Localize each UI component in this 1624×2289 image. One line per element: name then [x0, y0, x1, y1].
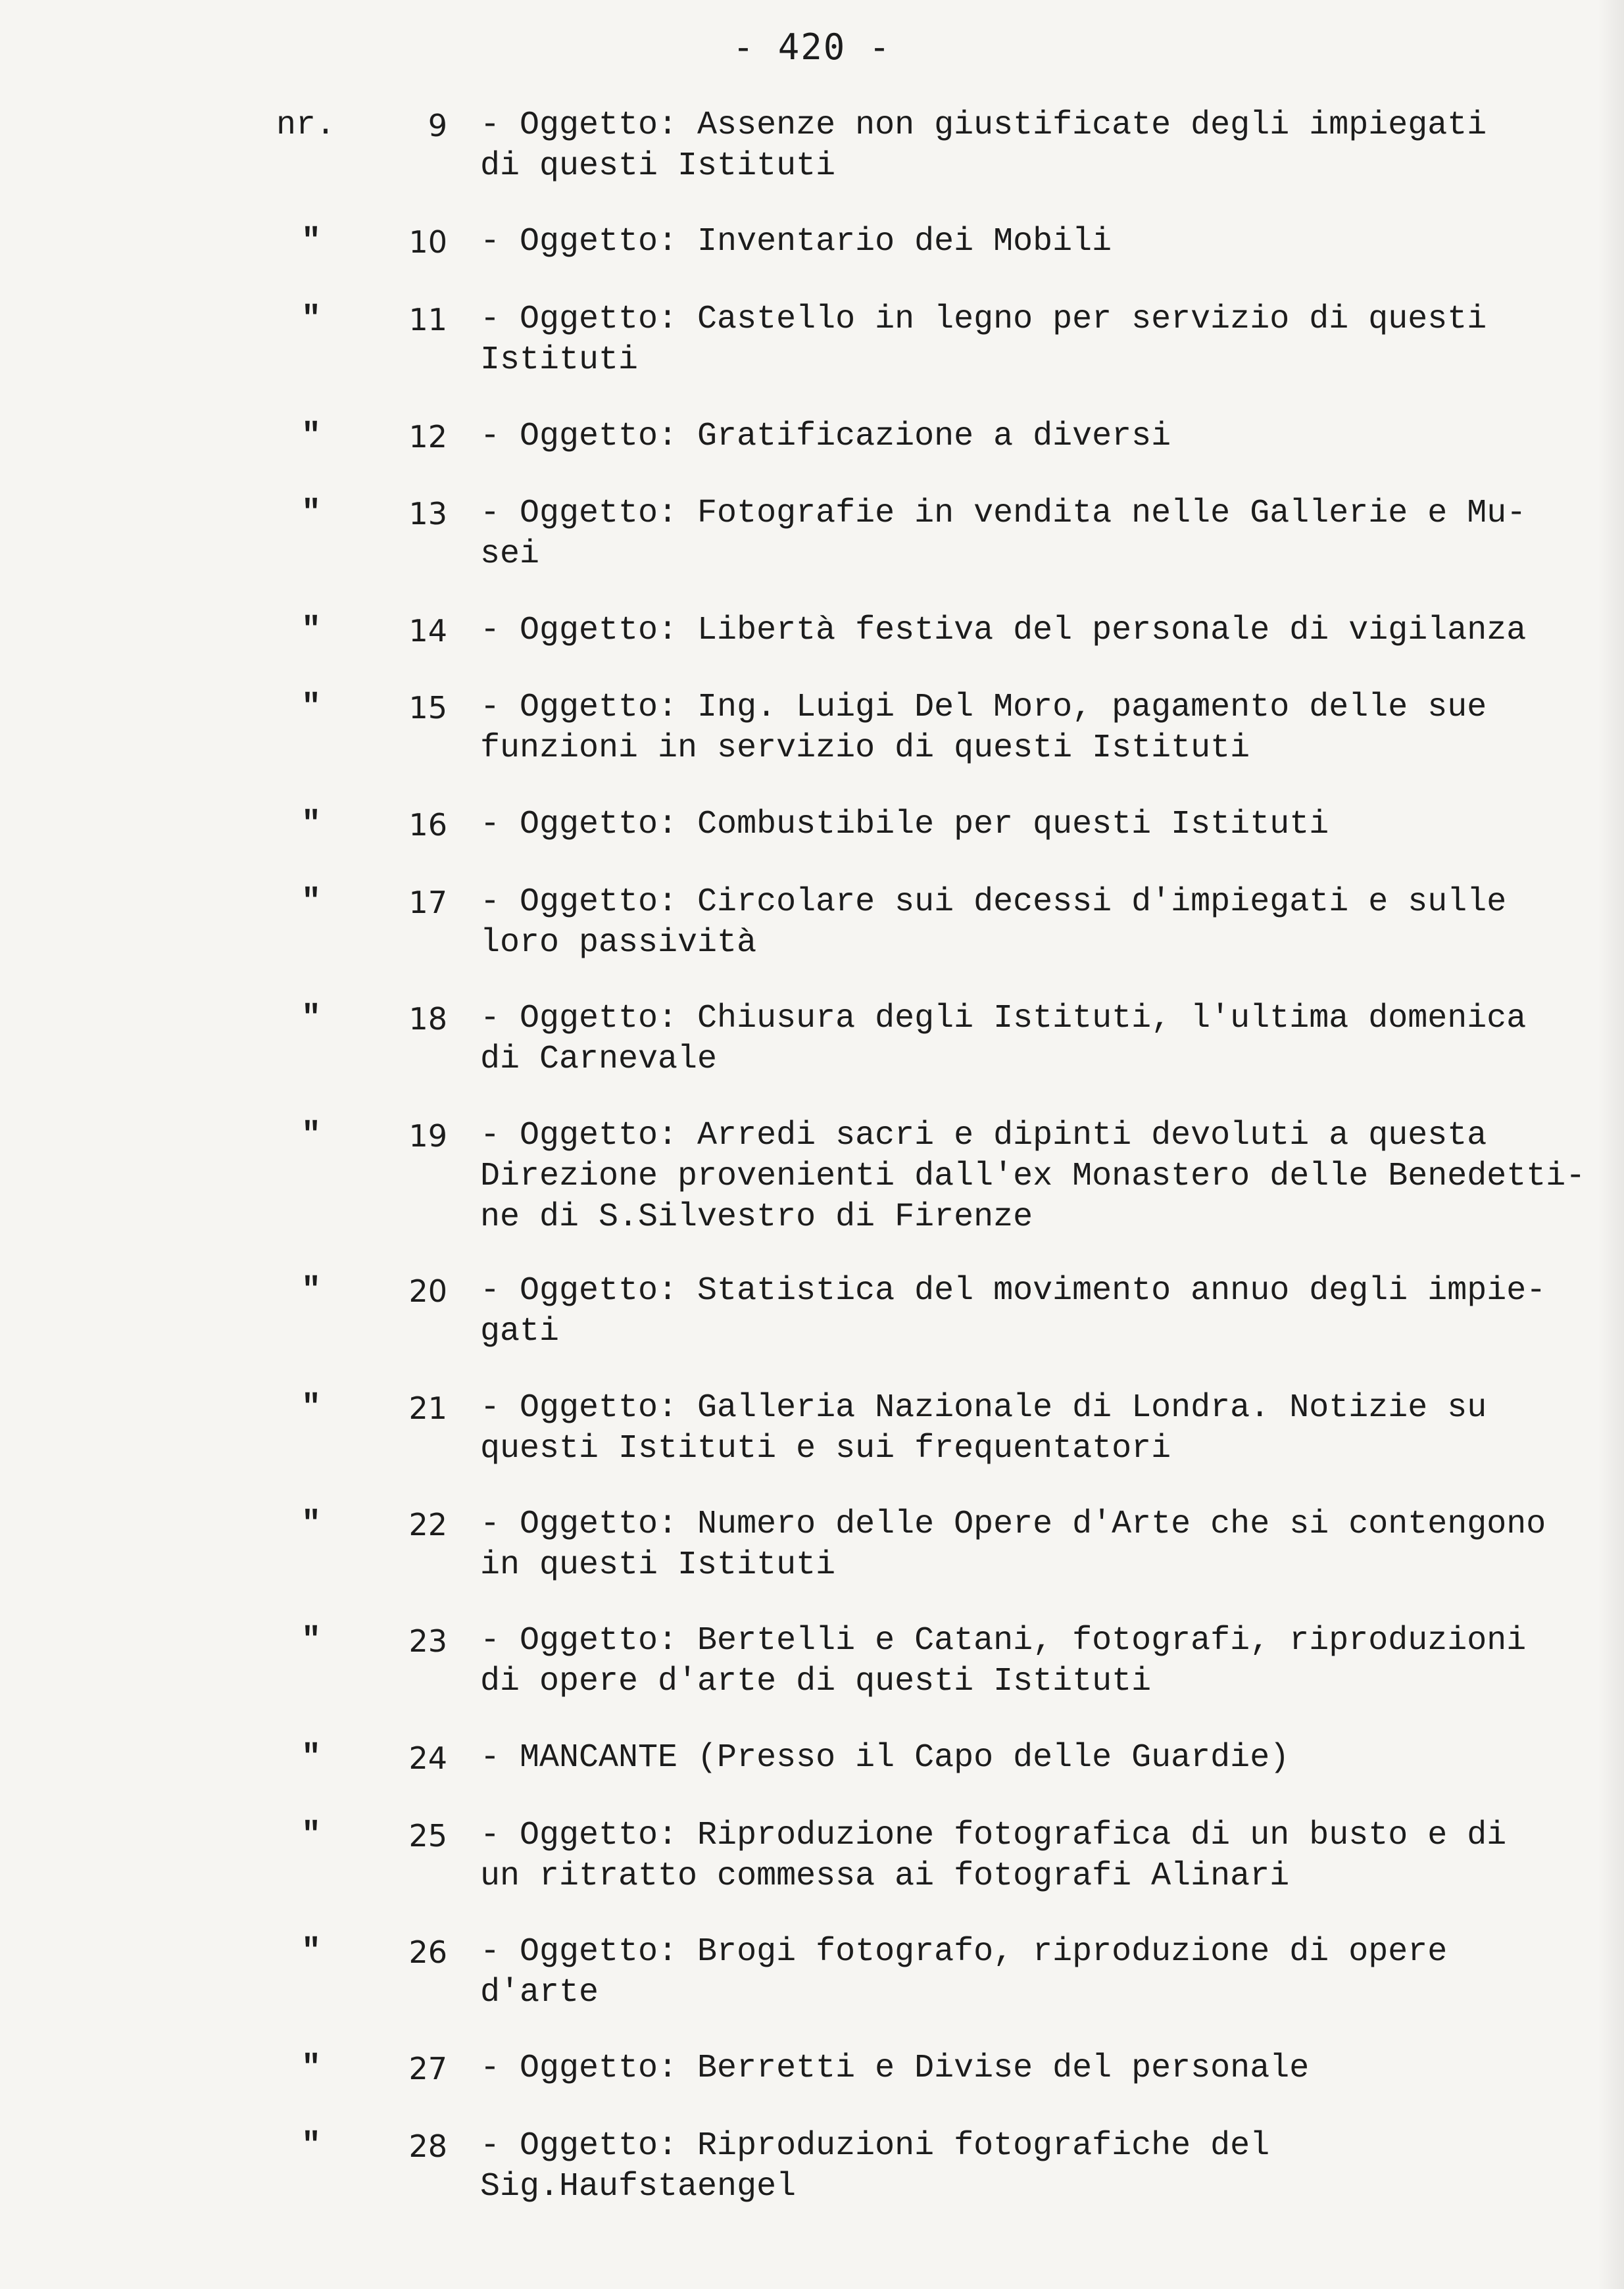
ditto-mark: ": [301, 1272, 322, 1310]
entry-number: 25: [408, 1818, 447, 1854]
entry-number: 11: [408, 302, 447, 337]
ditto-mark: ": [301, 612, 322, 649]
ditto-mark: ": [301, 1817, 322, 1854]
ditto-mark: ": [301, 1389, 322, 1427]
ditto-mark: ": [301, 223, 322, 260]
entry-number: 9: [428, 108, 447, 143]
ditto-mark: ": [301, 1622, 322, 1660]
entry-text: - Oggetto: Bertelli e Catani, fotografi, riproduzioni di opere d'arte di questi Istituti: [480, 1622, 1527, 1700]
entry-number: 28: [408, 2129, 447, 2164]
entry-text: - Oggetto: Inventario dei Mobili: [480, 223, 1112, 260]
ditto-mark: ": [301, 883, 322, 921]
entry-text: - Oggetto: Arredi sacri e dipinti devoluti a questa Direzione provenienti dall'ex Monastero delle Benedetti- ne di S.Silvestro di Firenze: [480, 1117, 1586, 1236]
ditto-mark: ": [301, 1506, 322, 1543]
ditto-mark: ": [301, 1739, 322, 1777]
entry-text: - Oggetto: Combustibile per questi Istituti: [480, 806, 1329, 843]
entry-number: 12: [408, 419, 447, 455]
ditto-mark: ": [301, 1117, 322, 1154]
page-number: - 420 -: [732, 26, 892, 68]
entry-mark: nr.: [276, 107, 336, 144]
page-edge-shadow: [1598, 0, 1624, 2289]
entry-text: - Oggetto: Brogi fotografo, riproduzione di opere d'arte: [480, 1933, 1448, 2011]
entry-number: 20: [408, 1273, 447, 1309]
ditto-mark: ": [301, 2127, 322, 2165]
entry-number: 15: [408, 690, 447, 726]
entry-number: 21: [408, 1391, 447, 1426]
entry-text: - Oggetto: Riproduzioni fotografiche del Sig.Haufstaengel: [480, 2127, 1270, 2205]
entry-text: - Oggetto: Fotografie in vendita nelle Gallerie e Mu- sei: [480, 495, 1527, 573]
entry-text: - Oggetto: Riproduzione fotografica di un busto e di un ritratto commessa ai fotografi Alinari: [480, 1817, 1507, 1895]
entry-text: - Oggetto: Gratificazione a diversi: [480, 418, 1171, 455]
entry-text: - Oggetto: Castello in legno per servizio di questi Istituti: [480, 301, 1487, 379]
entry-number: 27: [408, 2051, 447, 2086]
entry-text: - Oggetto: Chiusura degli Istituti, l'ultima domenica di Carnevale: [480, 1000, 1527, 1078]
entry-number: 22: [408, 1507, 447, 1542]
entry-number: 18: [408, 1001, 447, 1037]
entry-text: - Oggetto: Circolare sui decessi d'impiegati e sulle loro passività: [480, 883, 1507, 962]
entry-number: 24: [408, 1740, 447, 1776]
entry-text: - MANCANTE (Presso il Capo delle Guardie): [480, 1739, 1290, 1777]
ditto-mark: ": [301, 301, 322, 338]
entry-number: 19: [408, 1118, 447, 1154]
entry-number: 26: [408, 1934, 447, 1970]
ditto-mark: ": [301, 418, 322, 455]
entry-text: - Oggetto: Statistica del movimento annuo degli impie- gati: [480, 1272, 1546, 1350]
entry-number: 10: [408, 224, 447, 260]
entry-number: 16: [408, 807, 447, 843]
ditto-mark: ": [301, 2050, 322, 2087]
entry-number: 17: [408, 885, 447, 920]
ditto-mark: ": [301, 495, 322, 532]
entry-number: 14: [408, 613, 447, 649]
entry-text: - Oggetto: Libertà festiva del personale di vigilanza: [480, 612, 1527, 649]
ditto-mark: ": [301, 1000, 322, 1037]
entry-text: - Oggetto: Numero delle Opere d'Arte che si contengono in questi Istituti: [480, 1506, 1546, 1584]
entry-number: 23: [408, 1623, 447, 1659]
ditto-mark: ": [301, 1933, 322, 1971]
entry-text: - Oggetto: Berretti e Divise del personale: [480, 2050, 1310, 2087]
ditto-mark: ": [301, 689, 322, 726]
entry-text: - Oggetto: Galleria Nazionale di Londra. Notizie su questi Istituti e sui frequentatori: [480, 1389, 1487, 1467]
entry-number: 13: [408, 496, 447, 531]
entry-text: - Oggetto: Assenze non giustificate degli impiegati di questi Istituti: [480, 107, 1487, 185]
ditto-mark: ": [301, 806, 322, 843]
entry-text: - Oggetto: Ing. Luigi Del Moro, pagamento delle sue funzioni in servizio di questi Istituti: [480, 689, 1487, 767]
